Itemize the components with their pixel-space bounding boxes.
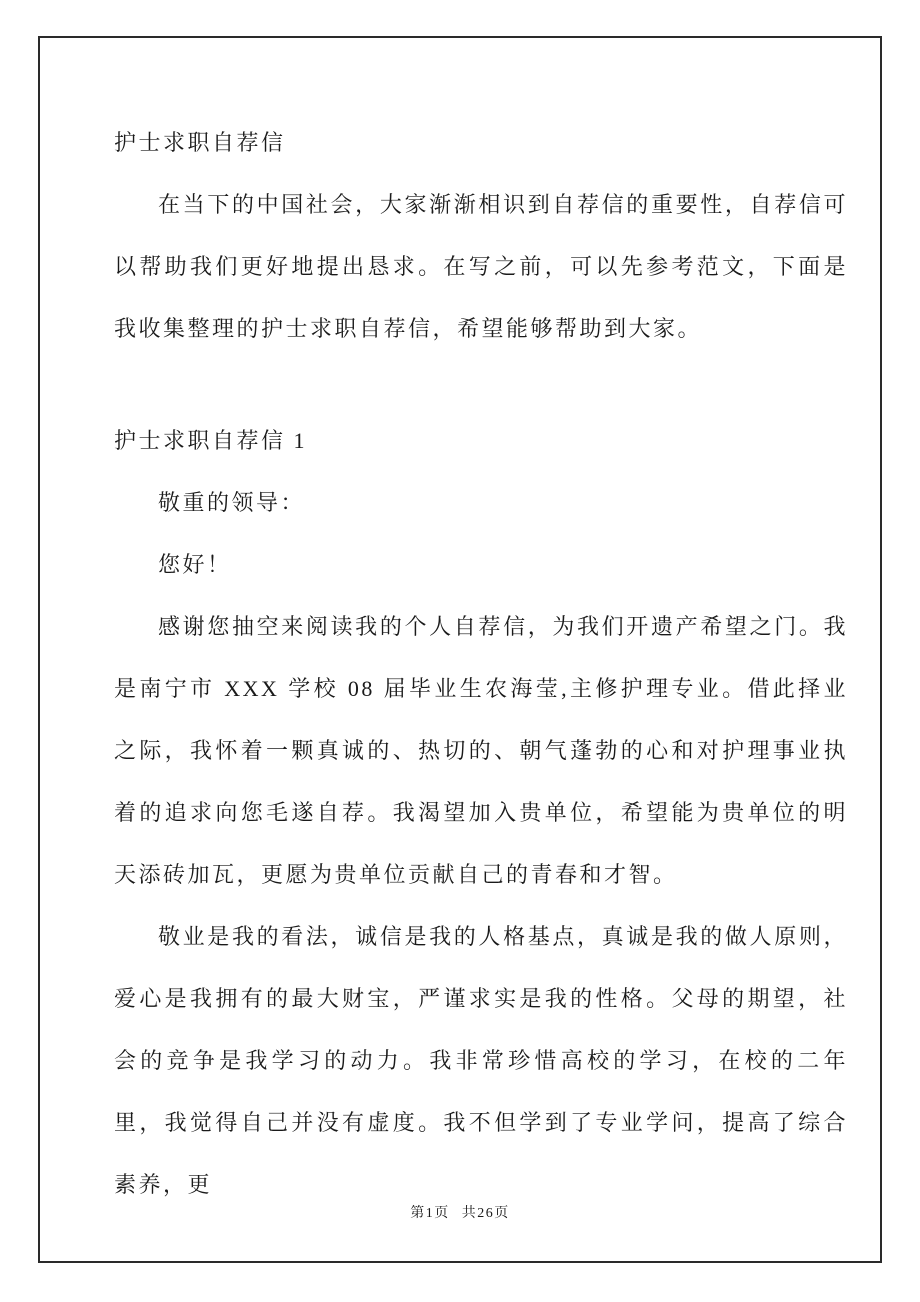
footer-page-total: 共26页 — [461, 1206, 510, 1221]
footer-page-number: 第1页 — [410, 1206, 450, 1221]
body-paragraph-2: 敬业是我的看法，诚信是我的人格基点，真诚是我的做人原则，爱心是我拥有的最大财宝，严谨求实是我的性格。父母的期望，社会的竞争是我学习的动力。我非常珍惜高校的学习，在校的二年里，我觉得自己并没有虚度。我不但学到了专业学问，提高了综合素养，更 — [114, 924, 848, 1197]
greeting-line: 您好！ — [158, 552, 232, 577]
salutation-line: 敬重的领导： — [158, 490, 306, 515]
body-paragraph-1: 感谢您抽空来阅读我的个人自荐信，为我们开遗产希望之门。我是南宁市 XXX 学校 08 届毕业生农海莹,主修护理专业。借此择业之际，我怀着一颗真诚的、热切的、朝气蓬勃的心和对护理事业执着的追求向您毛遂自荐。我渴望加入贵单位，希望能为贵单位的明天添砖加瓦，更愿为贵单位贡献自己的青春和才智。 — [114, 614, 848, 887]
intro-paragraph: 在当下的中国社会，大家渐渐相识到自荐信的重要性，自荐信可以帮助我们更好地提出恳求。在写之前，可以先参考范文，下面是我收集整理的护士求职自荐信，希望能够帮助到大家。 — [114, 192, 848, 341]
document-title: 护士求职自荐信 — [114, 130, 286, 155]
section-heading: 护士求职自荐信 1 — [114, 428, 308, 453]
page-footer — [0, 1203, 920, 1225]
page-border-frame — [38, 36, 882, 1263]
